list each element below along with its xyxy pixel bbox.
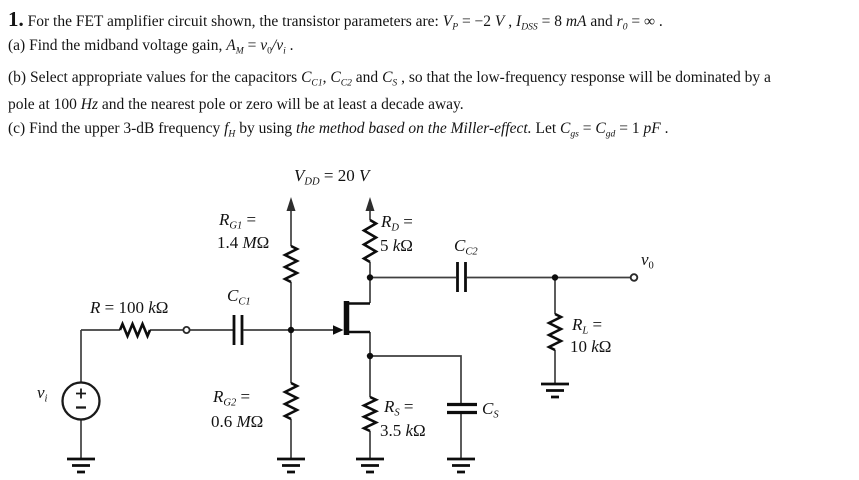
problem-line-1: 1. For the FET amplifier circuit shown, the transistor parameters are: $V_P = -2$ V , $I_{DSS} = 8$ mA and $r_0$ = ∞ . — [8, 7, 663, 33]
resistor-rd — [364, 220, 376, 262]
problem-line-4: pole at 100 Hz and the nearest pole or zero will be at least a decade away. — [8, 96, 464, 113]
vdd-arrow-left-icon — [287, 197, 296, 211]
ground-rg2-icon — [277, 459, 305, 472]
resistor-rg1 — [285, 246, 297, 282]
capacitor-cs — [447, 405, 477, 413]
label-rl-value: 10 kΩ — [570, 337, 612, 356]
label-rs-value: 3.5 kΩ — [380, 421, 426, 440]
output-terminal — [631, 274, 638, 281]
label-rg1-name: $R_{G1}$ = — [219, 210, 257, 232]
label-vi: $v_i$ — [37, 383, 48, 405]
ground-rs-icon — [356, 459, 384, 472]
resistor-rl — [549, 314, 561, 350]
capacitor-cc1 — [234, 315, 242, 345]
problem-line-2: (a) Find the midband voltage gain, $A_M = v_0/v_i$ . — [8, 37, 294, 57]
source-junction-dot — [367, 353, 373, 359]
capacitors — [234, 262, 477, 413]
resistor-rg2 — [285, 383, 297, 419]
ground-cs-icon — [447, 459, 475, 472]
resistor-rs — [364, 397, 376, 431]
ground-rl-icon — [541, 384, 569, 397]
label-cc2: $C_{C2}$ — [454, 236, 478, 258]
label-vdd: $V_{DD} = 20$ V — [294, 166, 370, 188]
vdd-arrows — [287, 197, 375, 211]
label-rs-name: $R_S$ = — [384, 397, 414, 419]
label-rg2-value: 0.6 MΩ — [211, 412, 264, 431]
input-node-terminal — [183, 327, 189, 333]
output-junction-dot — [552, 274, 558, 280]
resistor-r-input — [120, 324, 150, 336]
label-rd-value: 5 kΩ — [380, 236, 413, 255]
problem-line-5: (c) Find the upper 3-dB frequency $f_H$ by using the method based on the Miller-effect. Let $C_{gs} = C_{gd} = 1$ pF . — [8, 120, 669, 140]
label-cs: $C_S$ — [482, 399, 499, 421]
drain-junction-dot — [367, 274, 373, 280]
jfet-transistor — [333, 301, 370, 335]
vi-source — [63, 383, 100, 420]
ground-vi-icon — [67, 459, 95, 472]
gate-junction-dot — [288, 327, 294, 333]
problem-line-3: (b) Select appropriate values for the capacitors $C_{C1}$, $C_{C2}$ and $C_S$ , so that the low-frequency response will be dominated by a — [8, 69, 771, 89]
label-vo: $v_0$ — [641, 250, 654, 272]
label-rd-name: $R_D$ = — [381, 212, 413, 234]
jfet-gate-arrow-icon — [333, 325, 344, 335]
label-rg2-name: $R_{G2}$ = — [213, 387, 251, 409]
vi-source-circle — [63, 383, 100, 420]
label-rl-name: $R_L$ = — [572, 315, 603, 337]
label-rg1-value: 1.4 MΩ — [217, 233, 270, 252]
label-r-input: R = 100 kΩ — [90, 298, 169, 317]
capacitor-cc2 — [458, 262, 466, 292]
grounds — [67, 384, 569, 472]
wires — [81, 208, 631, 459]
vdd-arrow-right-icon — [366, 197, 375, 211]
label-cc1: $C_{C1}$ — [227, 286, 251, 308]
